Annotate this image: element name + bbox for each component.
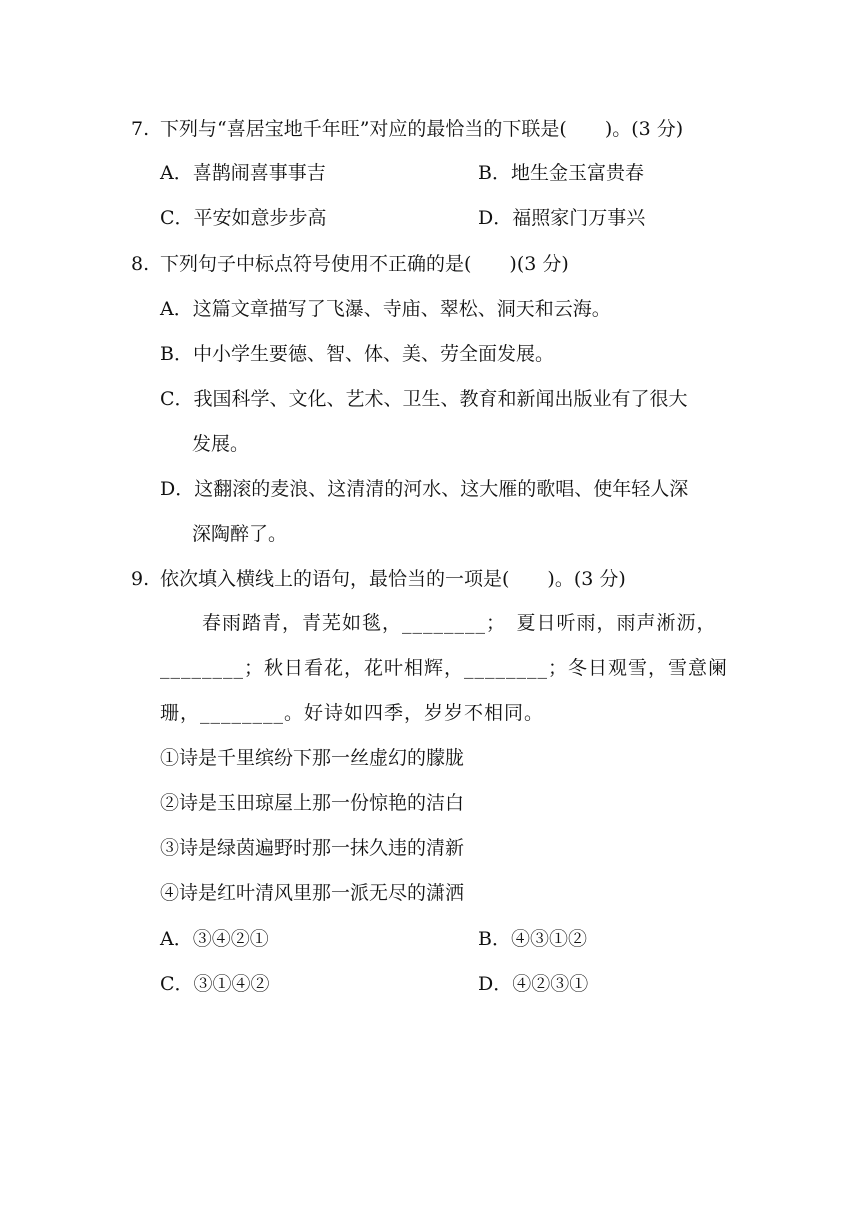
option-b[interactable] [160,341,554,367]
option-label: D． [478,207,513,229]
option-text: ③①④② [193,973,270,995]
option-label: A． [160,162,193,184]
question-stem: 下列与“喜居宝地千年旺”对应的最恰当的下联是( )。(3 分) [160,118,684,140]
passage-line: ________；秋日看花，花叶相辉，________；冬日观雪，雪意阑 [160,657,729,679]
option-b[interactable] [478,160,644,186]
option-c[interactable] [160,205,327,231]
statement-2: ②诗是玉田琼屋上那一份惊艳的洁白 [160,792,465,814]
option-c[interactable] [160,386,688,412]
option-text: ④②③① [512,973,589,995]
question-number: 7. [131,118,150,140]
option-label: A． [160,928,193,950]
option-b[interactable] [478,926,587,952]
option-d[interactable] [160,476,688,502]
question-number: 8. [131,253,150,275]
option-text: 我国科学、文化、艺术、卫生、教育和新闻出版业有了很大 [193,388,688,410]
option-label: D． [160,478,195,500]
option-c[interactable] [160,971,270,997]
option-d[interactable] [478,971,588,997]
passage-line: 珊，________。好诗如四季，岁岁不相同。 [160,702,545,724]
option-text: 福照家门万事兴 [512,207,646,229]
option-text: 中小学生要德、智、体、美、劳全面发展。 [192,343,554,365]
option-text: 平安如意步步高 [193,207,327,229]
option-label: C． [160,388,194,410]
option-label: B． [160,343,193,365]
option-text: 喜鹊闹喜事事吉 [192,162,326,184]
question-stem: 依次填入横线上的语句，最恰当的一项是( )。(3 分) [160,568,626,590]
option-label: D． [478,973,513,995]
question-number: 9. [131,568,150,590]
option-text: 这翻滚的麦浪、这清清的河水、这大雁的歌唱、使年轻人深 [194,478,689,500]
option-a[interactable] [160,926,269,952]
option-d-continuation: 深陶醉了。 [192,523,288,545]
question-stem: 下列句子中标点符号使用不正确的是( )(3 分) [160,253,569,275]
option-label: B． [478,928,511,950]
option-label: C． [160,973,194,995]
option-d[interactable] [478,205,645,231]
option-a[interactable] [160,160,326,186]
option-text: ③④②① [192,928,269,950]
option-label: C． [160,207,194,229]
option-text: ④③①② [510,928,587,950]
statement-1: ①诗是千里缤纷下那一丝虚幻的朦胧 [160,747,465,769]
option-label: B． [478,162,511,184]
passage-line: 春雨踏青，青芜如毯，________； 夏日听雨，雨声淅沥， [202,612,717,634]
option-text: 地生金玉富贵春 [510,162,644,184]
statement-3: ③诗是绿茵遍野时那一抹久违的清新 [160,837,465,859]
option-c-continuation: 发展。 [192,433,250,455]
option-text: 这篇文章描写了飞瀑、寺庙、翠松、洞天和云海。 [192,298,611,320]
option-a[interactable] [160,296,611,322]
option-label: A． [160,298,193,320]
statement-4: ④诗是红叶清风里那一派无尽的潇洒 [160,882,465,904]
